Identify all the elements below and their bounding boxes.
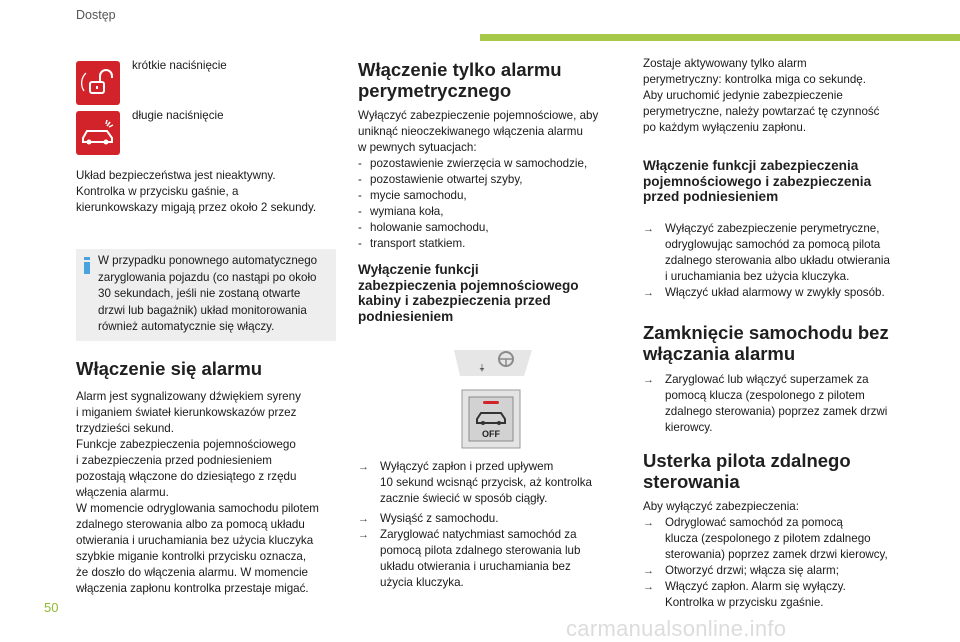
heading-line: Wyłączenie funkcji <box>358 262 479 277</box>
heading-line: Włączenie funkcji zabezpieczenia <box>643 158 859 173</box>
heading-line: sterowania <box>643 471 740 492</box>
text-line: Kontrolka w przycisku zgaśnie. <box>665 596 824 609</box>
step-item <box>643 285 913 301</box>
list-item: - wymiana koła, <box>358 204 623 220</box>
text-line: Wysiąść z samochodu. <box>380 512 499 525</box>
heading-lock-without-alarm <box>643 322 889 364</box>
right-steps-1 <box>643 221 913 301</box>
middle-steps-1 <box>358 459 623 507</box>
arrow-bullet-icon: → <box>358 529 369 541</box>
text-line: 30 sekundach, jeśli nie zostaną otwarte <box>98 287 301 300</box>
text-line: W momencie odryglowania samochodu pilotem <box>76 502 319 515</box>
step-item <box>643 221 913 285</box>
middle-steps-2 <box>358 511 623 591</box>
text-line: Funkcje zabezpieczenia pojemnościowego <box>76 438 296 451</box>
step-item <box>643 515 913 563</box>
list-item: - pozostawienie otwartej szyby, <box>358 172 623 188</box>
left-paragraph-1 <box>76 168 338 216</box>
text-line: Alarm jest sygnalizowany dźwiękiem syreny <box>76 390 301 403</box>
heading-line: Usterka pilota zdalnego <box>643 450 851 471</box>
arrow-bullet-icon: → <box>643 374 654 386</box>
text-line: perymetryczne, należy powtarzać tę czynność <box>643 105 880 118</box>
text-line: i uruchamiania bez użycia kluczyka. <box>665 270 850 283</box>
heading-enable-volumetric <box>643 158 871 205</box>
text-line: Zaryglować natychmiast samochód za <box>380 528 577 541</box>
text-line: również automatycznie się włączy. <box>98 320 275 333</box>
text-line: Wyłączyć zapłon i przed upływem <box>380 460 554 473</box>
info-text <box>98 253 330 336</box>
text-line: Otworzyć drzwi; włącza się alarm; <box>665 564 839 577</box>
text-line: zdalnego sterowania albo układu otwierania <box>665 254 890 267</box>
text-line: otwierania i uruchamiania bez użycia kluczyka <box>76 534 314 547</box>
long-press-label: długie naciśnięcie <box>132 109 224 122</box>
ceiling-console-illustration <box>452 346 534 378</box>
text-line: i zabezpieczenia przed podniesieniem <box>76 454 272 467</box>
text-line: perymetryczny: kontrolka miga co sekundę. <box>643 73 866 86</box>
text-line: Włączyć zapłon. Alarm się wyłączy. <box>665 580 846 593</box>
text-line: pomocą pilota zdalnego sterowania lub <box>380 544 581 557</box>
right-paragraph-1 <box>643 56 913 136</box>
page-number: 50 <box>44 600 59 615</box>
list-item: - transport statkiem. <box>358 236 623 252</box>
heading-line: zabezpieczenia pojemnościowego <box>358 277 579 293</box>
info-box <box>76 249 336 341</box>
right-paragraph-2 <box>643 499 913 611</box>
text-line: klucza (zespolonego z pilotem zdalnego <box>665 532 871 545</box>
arrow-bullet-icon: → <box>358 513 369 525</box>
text-line: po każdym wyłączeniu zapłonu. <box>643 121 807 134</box>
list-item: - pozostawienie zwierzęcia w samochodzie, <box>358 156 623 172</box>
situations-list <box>358 156 623 252</box>
heading-remote-failure <box>643 450 851 492</box>
section-label: Dostęp <box>76 8 116 22</box>
heading-alarm-triggered: Włączenie się alarmu <box>76 358 263 379</box>
heading-line: kabiny i zabezpieczenia przed <box>358 293 551 308</box>
text-line: uniknąć nieoczekiwanego włączenia alarmu <box>358 125 583 138</box>
heading-line: przed podniesieniem <box>643 189 779 204</box>
text-line: zdalnego sterowania albo za pomocą układu <box>76 518 305 531</box>
text-line: Odryglować samochód za pomocą <box>665 516 843 529</box>
step-item <box>358 459 623 507</box>
text-line: odryglowując samochód za pomocą pilota <box>665 238 881 251</box>
step-item <box>358 511 623 527</box>
heading-line: podniesieniem <box>358 308 454 324</box>
heading-line: Zamknięcie samochodu bez <box>643 322 889 343</box>
right-steps-2 <box>643 372 913 436</box>
arrow-bullet-icon: → <box>643 581 654 593</box>
short-press-label: krótkie naciśnięcie <box>132 59 227 72</box>
text-line: Zostaje aktywowany tylko alarm <box>643 57 807 70</box>
text-line: kierunkowskazy migają przez około 2 sekundy. <box>76 201 317 214</box>
arrow-bullet-icon: → <box>358 461 369 473</box>
section-bar <box>480 34 960 41</box>
middle-paragraph-1 <box>358 108 623 252</box>
heading-line: Włączenie tylko alarmu <box>358 59 562 80</box>
heading-line: włączania alarmu <box>643 343 796 364</box>
text-line: zaryglowania pojazdu (co nastąpi po około <box>98 270 317 284</box>
text-line: zacznie świecić w sposób ciągły. <box>380 492 548 505</box>
step-item <box>358 527 623 591</box>
text-line: włączenia zapłonu kontrolka przestaje migać. <box>76 582 309 595</box>
text-line: Włączyć układ alarmowy w zwykły sposób. <box>665 286 885 299</box>
step-item <box>643 563 913 579</box>
heading-disable-volumetric <box>358 262 579 324</box>
info-icon <box>84 257 90 274</box>
lock-open-icon <box>76 61 120 105</box>
text-line: Zaryglować lub włączyć superzamek za <box>665 373 869 386</box>
heading-perimetric-only <box>358 59 562 101</box>
watermark: carmanualsonline.info <box>566 616 787 641</box>
heading-line: perymetrycznego <box>358 80 512 101</box>
text-line: układu otwierania i uruchamiania bez <box>380 560 571 573</box>
arrow-bullet-icon: → <box>643 287 654 299</box>
text-line: zdalnego sterowania) poprzez zamek drzwi <box>665 405 888 418</box>
arrow-bullet-icon: → <box>643 517 654 529</box>
arrow-bullet-icon: → <box>643 565 654 577</box>
text-line: szybkie miganie kontrolki przycisku oznacza, <box>76 550 307 563</box>
list-item: - holowanie samochodu, <box>358 220 623 236</box>
text-line: trzydzieści sekund. <box>76 422 174 435</box>
arrow-bullet-icon: → <box>643 223 654 235</box>
alarm-off-button-illustration <box>461 389 521 449</box>
text-line: Wyłączyć zabezpieczenie pojemnościowe, aby <box>358 109 599 122</box>
left-paragraph-2 <box>76 389 338 597</box>
text-line: że doszło do włączenia alarmu. W momencie <box>76 566 308 579</box>
car-alarm-icon <box>76 111 120 155</box>
text-line: drzwi lub bagażnik) układ monitorowania <box>98 303 307 317</box>
text-line: Aby wyłączyć zabezpieczenia: <box>643 500 799 513</box>
text-line: kierowcy. <box>665 421 713 434</box>
text-line: włączenia alarmu. <box>76 486 169 499</box>
heading-line: pojemnościowego i zabezpieczenia <box>643 173 872 189</box>
text-line: w pewnych sytuacjach: <box>358 141 477 154</box>
list-item: - mycie samochodu, <box>358 188 623 204</box>
text-line: sterowania) poprzez zamek drzwi kierowcy, <box>665 548 888 561</box>
text-line: 10 sekund wcisnąć przycisk, aż kontrolka <box>380 476 592 489</box>
text-line: Kontrolka w przycisku gaśnie, a <box>76 185 239 198</box>
text-line: Wyłączyć zabezpieczenie perymetryczne, <box>665 222 880 235</box>
text-line: i miganiem świateł kierunkowskazów przez <box>76 406 297 419</box>
off-label: OFF <box>482 429 500 439</box>
text-line: pomocą klucza (zespolonego z pilotem <box>665 389 865 402</box>
text-line: pozostają włączone do dziesiątego z rzędu <box>76 470 297 483</box>
step-item <box>643 579 913 611</box>
text-line: W przypadku ponownego automatycznego <box>98 254 318 267</box>
text-line: Aby uruchomić jedynie zabezpieczenie <box>643 89 843 102</box>
text-line: Układ bezpieczeństwa jest nieaktywny. <box>76 169 276 182</box>
step-item <box>643 372 913 436</box>
text-line: użycia kluczyka. <box>380 576 464 589</box>
